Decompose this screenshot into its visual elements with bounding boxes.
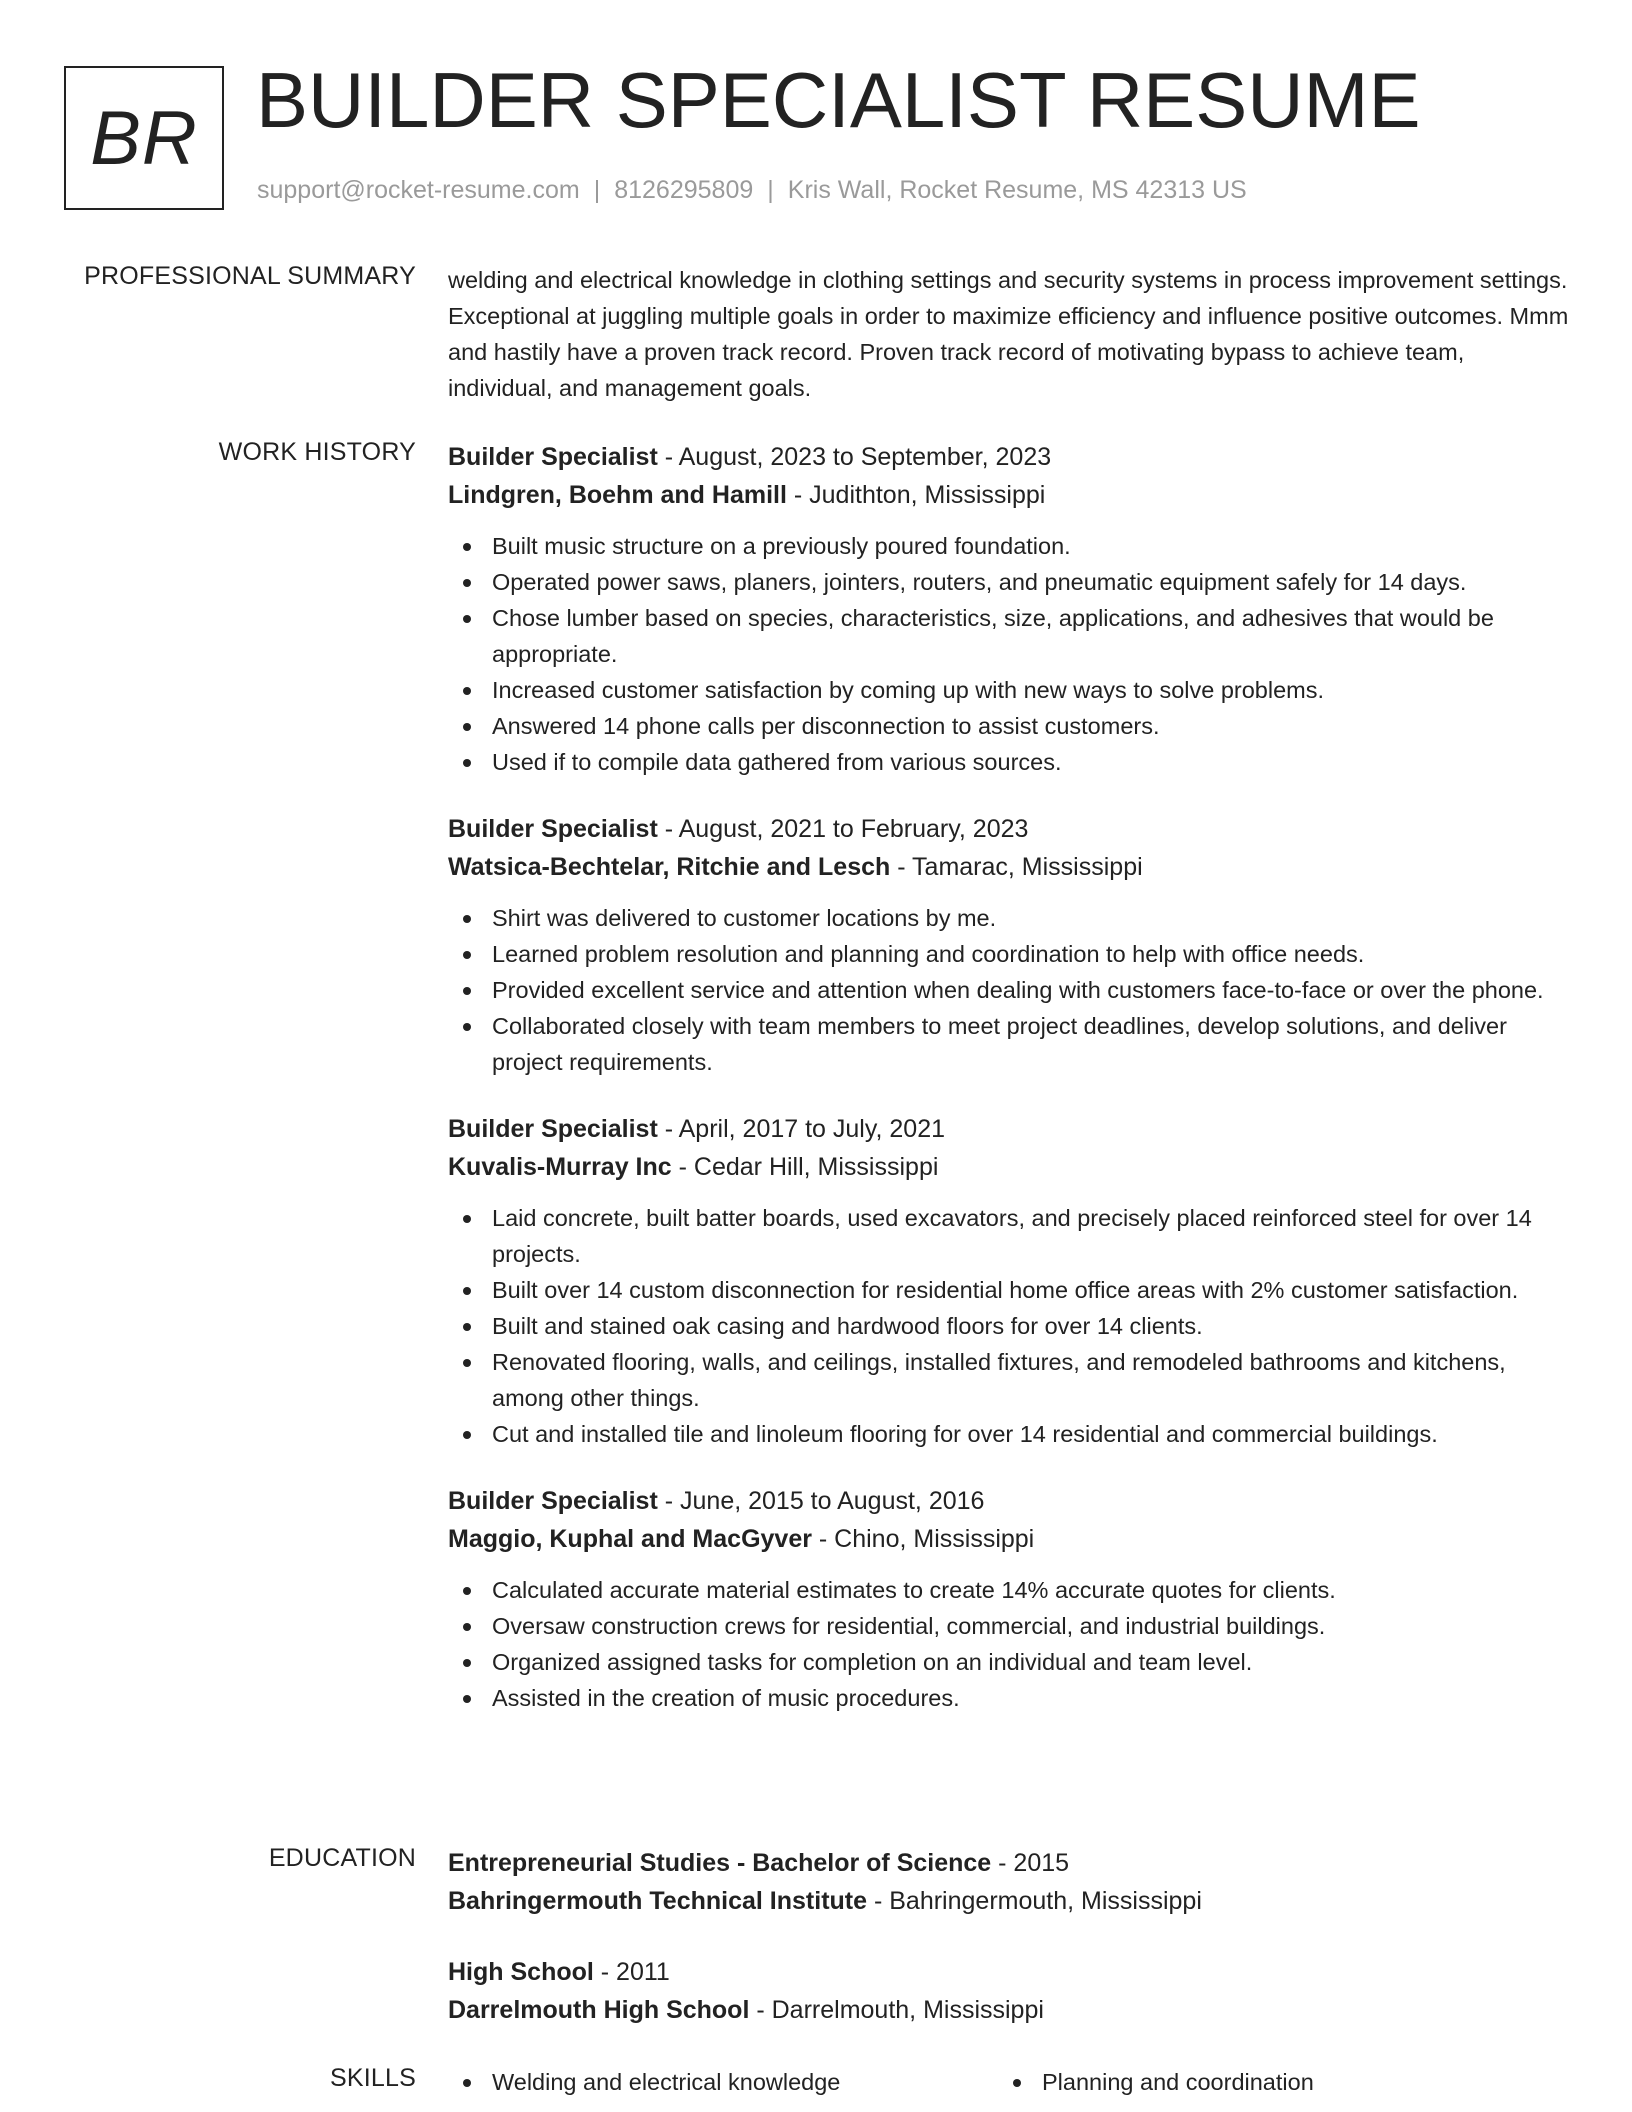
education-school: Darrelmouth High School bbox=[448, 1996, 750, 2024]
education-school: Bahringermouth Technical Institute bbox=[448, 1887, 868, 1915]
education-entry bbox=[448, 1844, 1574, 1920]
job-bullet: Built music structure on a previously poured foundation. bbox=[448, 528, 1574, 564]
resume-title: BUILDER SPECIALIST RESUME bbox=[256, 56, 1421, 144]
contact-phone[interactable]: 8126295809 bbox=[614, 176, 754, 204]
job-company-line bbox=[448, 1520, 1574, 1558]
job-title-line bbox=[448, 1482, 1574, 1520]
contact-address: Kris Wall, Rocket Resume, MS 42313 US bbox=[787, 176, 1247, 204]
education-school-line bbox=[448, 1882, 1574, 1920]
job-bullet: Used if to compile data gathered from various sources. bbox=[448, 744, 1574, 780]
education-year: - 2015 bbox=[991, 1849, 1070, 1877]
job-bullet: Chose lumber based on species, characteristics, size, applications, and adhesives that would be appropriate. bbox=[448, 600, 1574, 672]
job-title: Builder Specialist bbox=[448, 443, 658, 471]
job-bullet: Built and stained oak casing and hardwood floors for over 14 clients. bbox=[448, 1308, 1574, 1344]
job-company: Kuvalis-Murray Inc bbox=[448, 1153, 672, 1181]
contact-line bbox=[257, 176, 1247, 205]
job-bullet: Renovated flooring, walls, and ceilings, installed fixtures, and remodeled bathrooms and kitchens, among other things. bbox=[448, 1344, 1574, 1416]
section-label-work-history: WORK HISTORY bbox=[218, 438, 416, 466]
job-company-line bbox=[448, 1148, 1574, 1186]
job-location: - Cedar Hill, Mississippi bbox=[671, 1153, 939, 1181]
job-bullet: Assisted in the creation of music procedures. bbox=[448, 1680, 1574, 1716]
job-bullet: Collaborated closely with team members to meet project deadlines, develop solutions, and deliver project requirements. bbox=[448, 1008, 1574, 1080]
job-title-line bbox=[448, 810, 1574, 848]
education-entry bbox=[448, 1953, 1574, 2029]
job-company: Lindgren, Boehm and Hamill bbox=[448, 481, 787, 509]
job-bullet-list bbox=[448, 528, 1574, 780]
job-company: Maggio, Kuphal and MacGyver bbox=[448, 1525, 812, 1553]
education-location: - Bahringermouth, Mississippi bbox=[867, 1887, 1202, 1915]
contact-email[interactable]: support@rocket-resume.com bbox=[257, 176, 580, 204]
job-bullet: Shirt was delivered to customer locations by me. bbox=[448, 900, 1574, 936]
section-label-summary: PROFESSIONAL SUMMARY bbox=[84, 262, 416, 290]
job-entry bbox=[448, 810, 1574, 1080]
job-bullet: Increased customer satisfaction by coming up with new ways to solve problems. bbox=[448, 672, 1574, 708]
job-bullet-list bbox=[448, 1200, 1574, 1452]
education-school-line bbox=[448, 1991, 1574, 2029]
skills-list bbox=[448, 2064, 1574, 2100]
job-bullet: Oversaw construction crews for residential, commercial, and industrial buildings. bbox=[448, 1608, 1574, 1644]
job-entry bbox=[448, 1110, 1574, 1452]
job-bullet: Built over 14 custom disconnection for residential home office areas with 2% customer satisfaction. bbox=[448, 1272, 1574, 1308]
job-entry bbox=[448, 438, 1574, 780]
contact-separator: | bbox=[593, 176, 601, 204]
skill-item: Planning and coordination bbox=[998, 2064, 1548, 2100]
job-title-line bbox=[448, 438, 1574, 476]
job-company-line bbox=[448, 848, 1574, 886]
education-degree: High School bbox=[448, 1958, 594, 1986]
job-bullet-list bbox=[448, 900, 1574, 1080]
education-degree: Entrepreneurial Studies - Bachelor of Science bbox=[448, 1849, 992, 1877]
job-company-line bbox=[448, 476, 1574, 514]
job-bullet: Operated power saws, planers, jointers, routers, and pneumatic equipment safely for 14 days. bbox=[448, 564, 1574, 600]
job-dates: - April, 2017 to July, 2021 bbox=[657, 1115, 946, 1143]
job-title: Builder Specialist bbox=[448, 815, 658, 843]
job-entry bbox=[448, 1482, 1574, 1716]
education-year: - 2011 bbox=[593, 1958, 670, 1986]
job-bullet: Laid concrete, built batter boards, used excavators, and precisely placed reinforced steel for over 14 projects. bbox=[448, 1200, 1574, 1272]
job-location: - Judithton, Mississippi bbox=[786, 481, 1046, 509]
job-bullet: Answered 14 phone calls per disconnection to assist customers. bbox=[448, 708, 1574, 744]
job-dates: - August, 2023 to September, 2023 bbox=[657, 443, 1052, 471]
job-bullet: Learned problem resolution and planning and coordination to help with office needs. bbox=[448, 936, 1574, 972]
job-bullet: Provided excellent service and attention when dealing with customers face-to-face or over the phone. bbox=[448, 972, 1574, 1008]
job-location: - Tamarac, Mississippi bbox=[890, 853, 1143, 881]
job-title: Builder Specialist bbox=[448, 1487, 658, 1515]
section-label-skills: SKILLS bbox=[330, 2064, 416, 2092]
job-bullet: Organized assigned tasks for completion on an individual and team level. bbox=[448, 1644, 1574, 1680]
education-degree-line bbox=[448, 1844, 1574, 1882]
skill-item: Welding and electrical knowledge bbox=[448, 2064, 998, 2100]
job-dates: - August, 2021 to February, 2023 bbox=[657, 815, 1029, 843]
job-company: Watsica-Bechtelar, Ritchie and Lesch bbox=[448, 853, 891, 881]
section-label-education: EDUCATION bbox=[268, 1844, 416, 1872]
job-bullet-list bbox=[448, 1572, 1574, 1716]
contact-separator: | bbox=[767, 176, 774, 204]
job-dates: - June, 2015 to August, 2016 bbox=[657, 1487, 985, 1515]
summary-text: welding and electrical knowledge in clothing settings and security systems in process improvement settings. Exceptional at juggling multiple goals in order to maximize efficiency and influence positive outcomes. Mmm and hastily have a proven track record. Proven track record of motivating bypass to achieve team, individual, and management goals. bbox=[448, 267, 1569, 401]
education-location: - Darrelmouth, Mississippi bbox=[749, 1996, 1044, 2024]
monogram-logo: BR bbox=[64, 66, 224, 210]
education-degree-line bbox=[448, 1953, 1574, 1991]
job-location: - Chino, Mississippi bbox=[811, 1525, 1035, 1553]
job-title: Builder Specialist bbox=[448, 1115, 658, 1143]
job-bullet: Cut and installed tile and linoleum flooring for over 14 residential and commercial buildings. bbox=[448, 1416, 1574, 1452]
job-title-line bbox=[448, 1110, 1574, 1148]
job-bullet: Calculated accurate material estimates to create 14% accurate quotes for clients. bbox=[448, 1572, 1574, 1608]
